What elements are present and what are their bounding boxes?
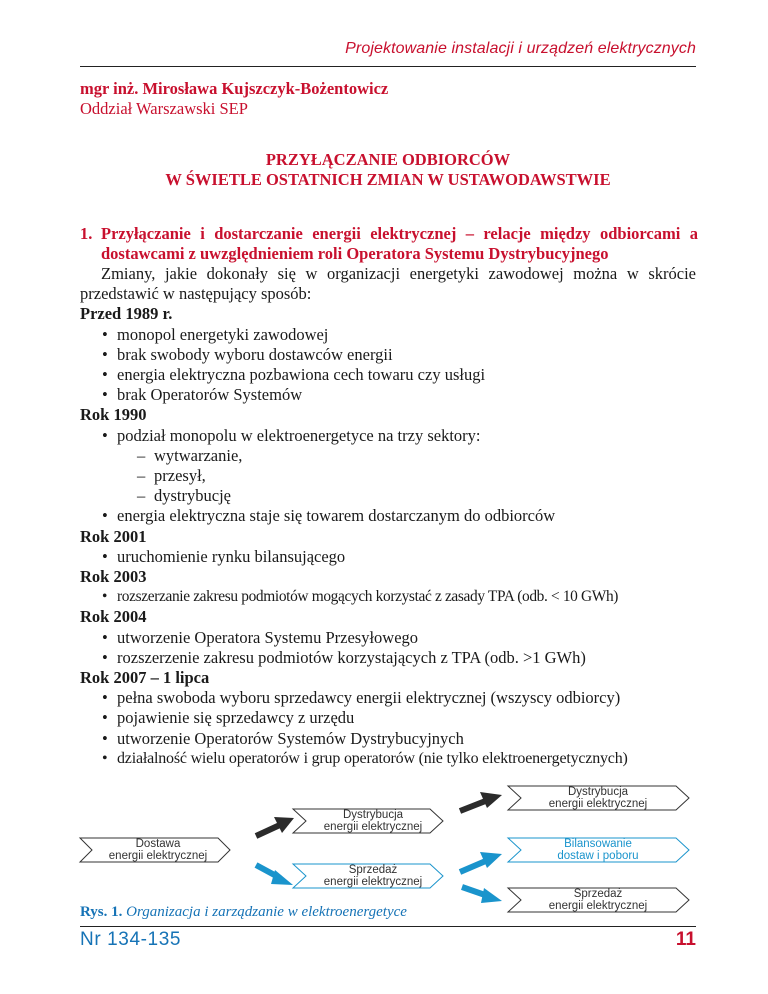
bullet-icon: • [102,588,108,606]
author-name: mgr inż. Mirosława Kujszczyk-Bożentowicz [80,79,389,98]
list-item: – wytwarzanie, [137,445,243,465]
arrow-icon-sprzedaz-to-bilansowanie [460,852,502,872]
arrow-icon-sprzedaz-to-sprzedaz [462,887,502,903]
list-item: – przesył, [137,466,206,486]
dash-icon: – [137,445,146,465]
period-label: Rok 2007 – 1 lipca [80,668,210,688]
period-label: Rok 2004 [80,607,147,627]
figure-caption [80,904,407,921]
bullet-icon: • [102,688,108,708]
dash-icon: – [137,466,146,486]
list-item: • energia elektryczna staje się towarem dostarczanym do odbiorców [102,506,556,526]
issue-number: Nr 134-135 [80,929,182,950]
footer-rule [80,926,696,927]
list-item: • rozszerzenie zakresu podmiotów korzystających z TPA (odb. >1 GWh) [102,647,586,667]
list-item: • brak swobody wyboru dostawców energii [102,344,393,364]
diagram-box-dystrybucja-2 [508,786,689,810]
arrow-icon-dostawa-to-dystrybucja [256,817,294,836]
arrow-icon-dostawa-to-sprzedaz [256,865,293,885]
bullet-icon: • [102,546,108,566]
bullet-icon: • [102,385,108,405]
diagram-box-dystrybucja-1 [293,809,443,833]
list-item: • monopol energetyki zawodowej [102,324,329,344]
arrow-icon-dystrybucja-to-dystrybucja [460,792,502,811]
list-item: – dystrybucję [137,486,231,506]
svg-text:energii elektrycznej: energii elektrycznej [108,850,208,862]
svg-text:energii elektrycznej: energii elektrycznej [548,900,648,912]
svg-text:Sprzedaż: Sprzedaż [573,888,623,900]
diagram-box-sprzedaz-1 [293,864,443,888]
diagram-box-sprzedaz-2 [508,888,689,912]
figure-caption-text: Organizacja i zarządzanie w elektroenergetyce [126,904,407,920]
article-title-line-2: W ŚWIETLE OSTATNICH ZMIAN W USTAWODAWSTWIE [165,170,611,189]
list-item: • brak Operatorów Systemów [102,385,303,405]
svg-text:Sprzedaż: Sprzedaż [348,864,398,876]
svg-text:energii elektrycznej: energii elektrycznej [548,798,648,810]
svg-text:energii elektrycznej: energii elektrycznej [323,876,423,888]
bullet-icon: • [102,344,108,364]
section-number: 1. [80,224,93,243]
svg-text:energii elektrycznej: energii elektrycznej [323,821,423,833]
bullet-icon: • [102,749,108,767]
page-number: 11 [675,929,696,950]
list-item: • działalność wielu operatorów i grup operatorów (nie tylko elektroenergetycznych) [80,749,696,769]
article-title-line-1: PRZYŁĄCZANIE ODBIORCÓW [265,150,511,169]
svg-text:Dostawa: Dostawa [135,838,181,850]
period-label: Przed 1989 r. [80,304,173,324]
list-item: • utworzenie Operatorów Systemów Dystrybucyjnych [102,728,464,748]
running-header-title: Projektowanie instalacji i urządzeń elektrycznych [345,40,696,57]
period-label: Rok 2003 [80,567,147,587]
diagram-box-bilansowanie [508,838,689,862]
period-label: Rok 1990 [80,405,147,425]
list-item: • utworzenie Operatora Systemu Przesyłowego [102,627,419,647]
period-label: Rok 2001 [80,526,147,546]
bullet-icon: • [102,324,108,344]
dash-icon: – [137,486,146,506]
bullet-icon: • [102,728,108,748]
bullet-icon: • [102,627,108,647]
bullet-icon: • [102,365,108,385]
bullet-icon: • [102,708,108,728]
list-item: • podział monopolu w elektroenergetyce na trzy sektory: – wytwarzanie, – przesył, – dystrybucję [80,426,696,507]
bullet-icon: • [102,425,108,445]
svg-text:Bilansowanie: Bilansowanie [564,838,632,850]
list-item: • uruchomienie rynku bilansującego [102,546,346,566]
svg-text:Dystrybucja: Dystrybucja [567,786,629,798]
author-affiliation: Oddział Warszawski SEP [80,99,248,118]
diagram-box-dostawa [80,838,230,862]
bullet-icon: • [102,647,108,667]
svg-text:Dystrybucja: Dystrybucja [342,809,404,821]
svg-text:dostaw i poboru: dostaw i poboru [557,850,639,862]
list-item: • rozszerzanie zakresu podmiotów mogących korzystać z zasady TPA (odb. < 10 GWh) [80,587,696,607]
list-item: • energia elektryczna pozbawiona cech towaru czy usługi [102,365,486,385]
intro-paragraph: Zmiany, jakie dokonały się w organizacji energetyki zawodowej można w skrócie przedstawić w następujący sposób: [80,264,696,304]
figure-caption-label: Rys. 1. [80,904,123,920]
bullet-icon: • [102,506,108,526]
section-heading-text: Przyłączanie i dostarczanie energii elektrycznej – relacje między odbiorcami a dostawcami z uwzględnieniem roli Operatora Systemu Dystrybucyjnego [101,224,698,263]
list-item: • pojawienie się sprzedawcy z urzędu [102,708,355,728]
list-item: • pełna swoboda wyboru sprzedawcy energii elektrycznej (wszyscy odbiorcy) [102,688,621,708]
